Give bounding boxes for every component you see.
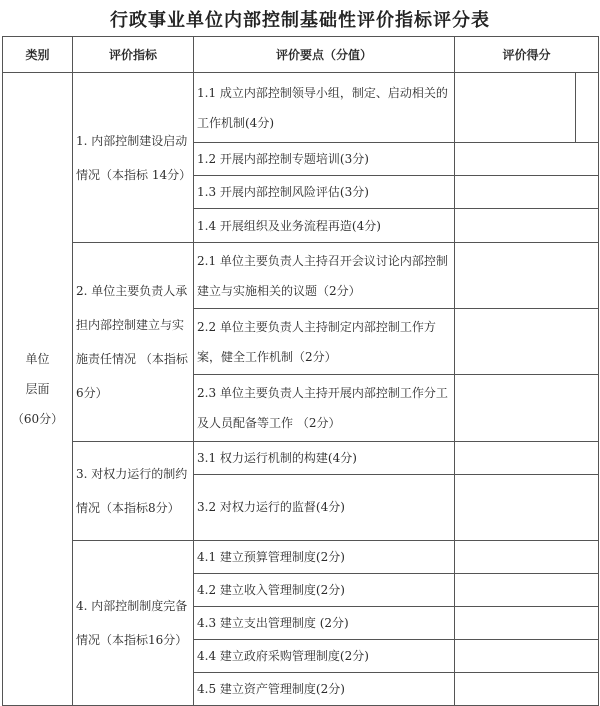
table-row <box>3 243 599 309</box>
table-row <box>3 540 599 573</box>
header-score: 评价得分 <box>455 37 599 73</box>
header-category: 类别 <box>3 37 73 73</box>
header-points: 评价要点（分值） <box>194 37 455 73</box>
point-cell: 2.3 单位主要负责人主持开展内部控制工作分工及人员配备等工作 （2分） <box>194 375 455 441</box>
header-row <box>3 37 599 73</box>
table-row <box>3 441 599 474</box>
indicator-cell: 1. 内部控制建设启动情况（本指标 14分） <box>73 73 194 243</box>
score-cell[interactable] <box>455 73 599 143</box>
score-cell[interactable] <box>455 176 599 209</box>
score-cell[interactable] <box>455 309 599 375</box>
score-cell[interactable] <box>455 672 599 705</box>
header-indicator: 评价指标 <box>73 37 194 73</box>
score-cell[interactable] <box>455 209 599 243</box>
point-cell: 1.1 成立内部控制领导小组，制定、启动相关的工作机制(4分) <box>194 73 455 143</box>
score-cell[interactable] <box>455 243 599 309</box>
point-cell: 4.1 建立预算管理制度(2分) <box>194 540 455 573</box>
category-line: 单位 <box>25 352 50 367</box>
indicator-cell: 4. 内部控制制度完备情况（本指标16分） <box>73 540 194 705</box>
score-cell[interactable] <box>455 540 599 573</box>
point-cell: 1.2 开展内部控制专题培训(3分) <box>194 143 455 176</box>
point-cell: 1.4 开展组织及业务流程再造(4分) <box>194 209 455 243</box>
score-subcell <box>575 73 600 142</box>
point-cell: 3.2 对权力运行的监督(4分) <box>194 474 455 540</box>
score-cell[interactable] <box>455 375 599 441</box>
score-cell[interactable] <box>455 573 599 606</box>
category-line: （60分） <box>11 412 64 427</box>
document-title: 行政事业单位内部控制基础性评价指标评分表 <box>110 10 490 31</box>
score-cell[interactable] <box>455 606 599 639</box>
point-cell: 4.4 建立政府采购管理制度(2分) <box>194 639 455 672</box>
point-cell: 4.5 建立资产管理制度(2分) <box>194 672 455 705</box>
category-cell <box>3 73 73 706</box>
point-cell: 1.3 开展内部控制风险评估(3分) <box>194 176 455 209</box>
point-cell: 2.2 单位主要负责人主持制定内部控制工作方案，健全工作机制（2分） <box>194 309 455 375</box>
point-cell: 2.1 单位主要负责人主持召开会议讨论内部控制建立与实施相关的议题（2分） <box>194 243 455 309</box>
score-cell[interactable] <box>455 639 599 672</box>
point-cell: 4.3 建立支出管理制度 (2分) <box>194 606 455 639</box>
indicator-cell: 3. 对权力运行的制约情况（本指标8分） <box>73 441 194 540</box>
score-cell[interactable] <box>455 143 599 176</box>
evaluation-table <box>2 36 599 706</box>
indicator-cell: 2. 单位主要负责人承担内部控制建立与实施责任情况 （本指标6分） <box>73 243 194 441</box>
category-line: 层面 <box>25 382 50 397</box>
score-cell[interactable] <box>455 474 599 540</box>
point-cell: 3.1 权力运行机制的构建(4分) <box>194 441 455 474</box>
table-row <box>3 73 599 143</box>
point-cell: 4.2 建立收入管理制度(2分) <box>194 573 455 606</box>
score-cell[interactable] <box>455 441 599 474</box>
